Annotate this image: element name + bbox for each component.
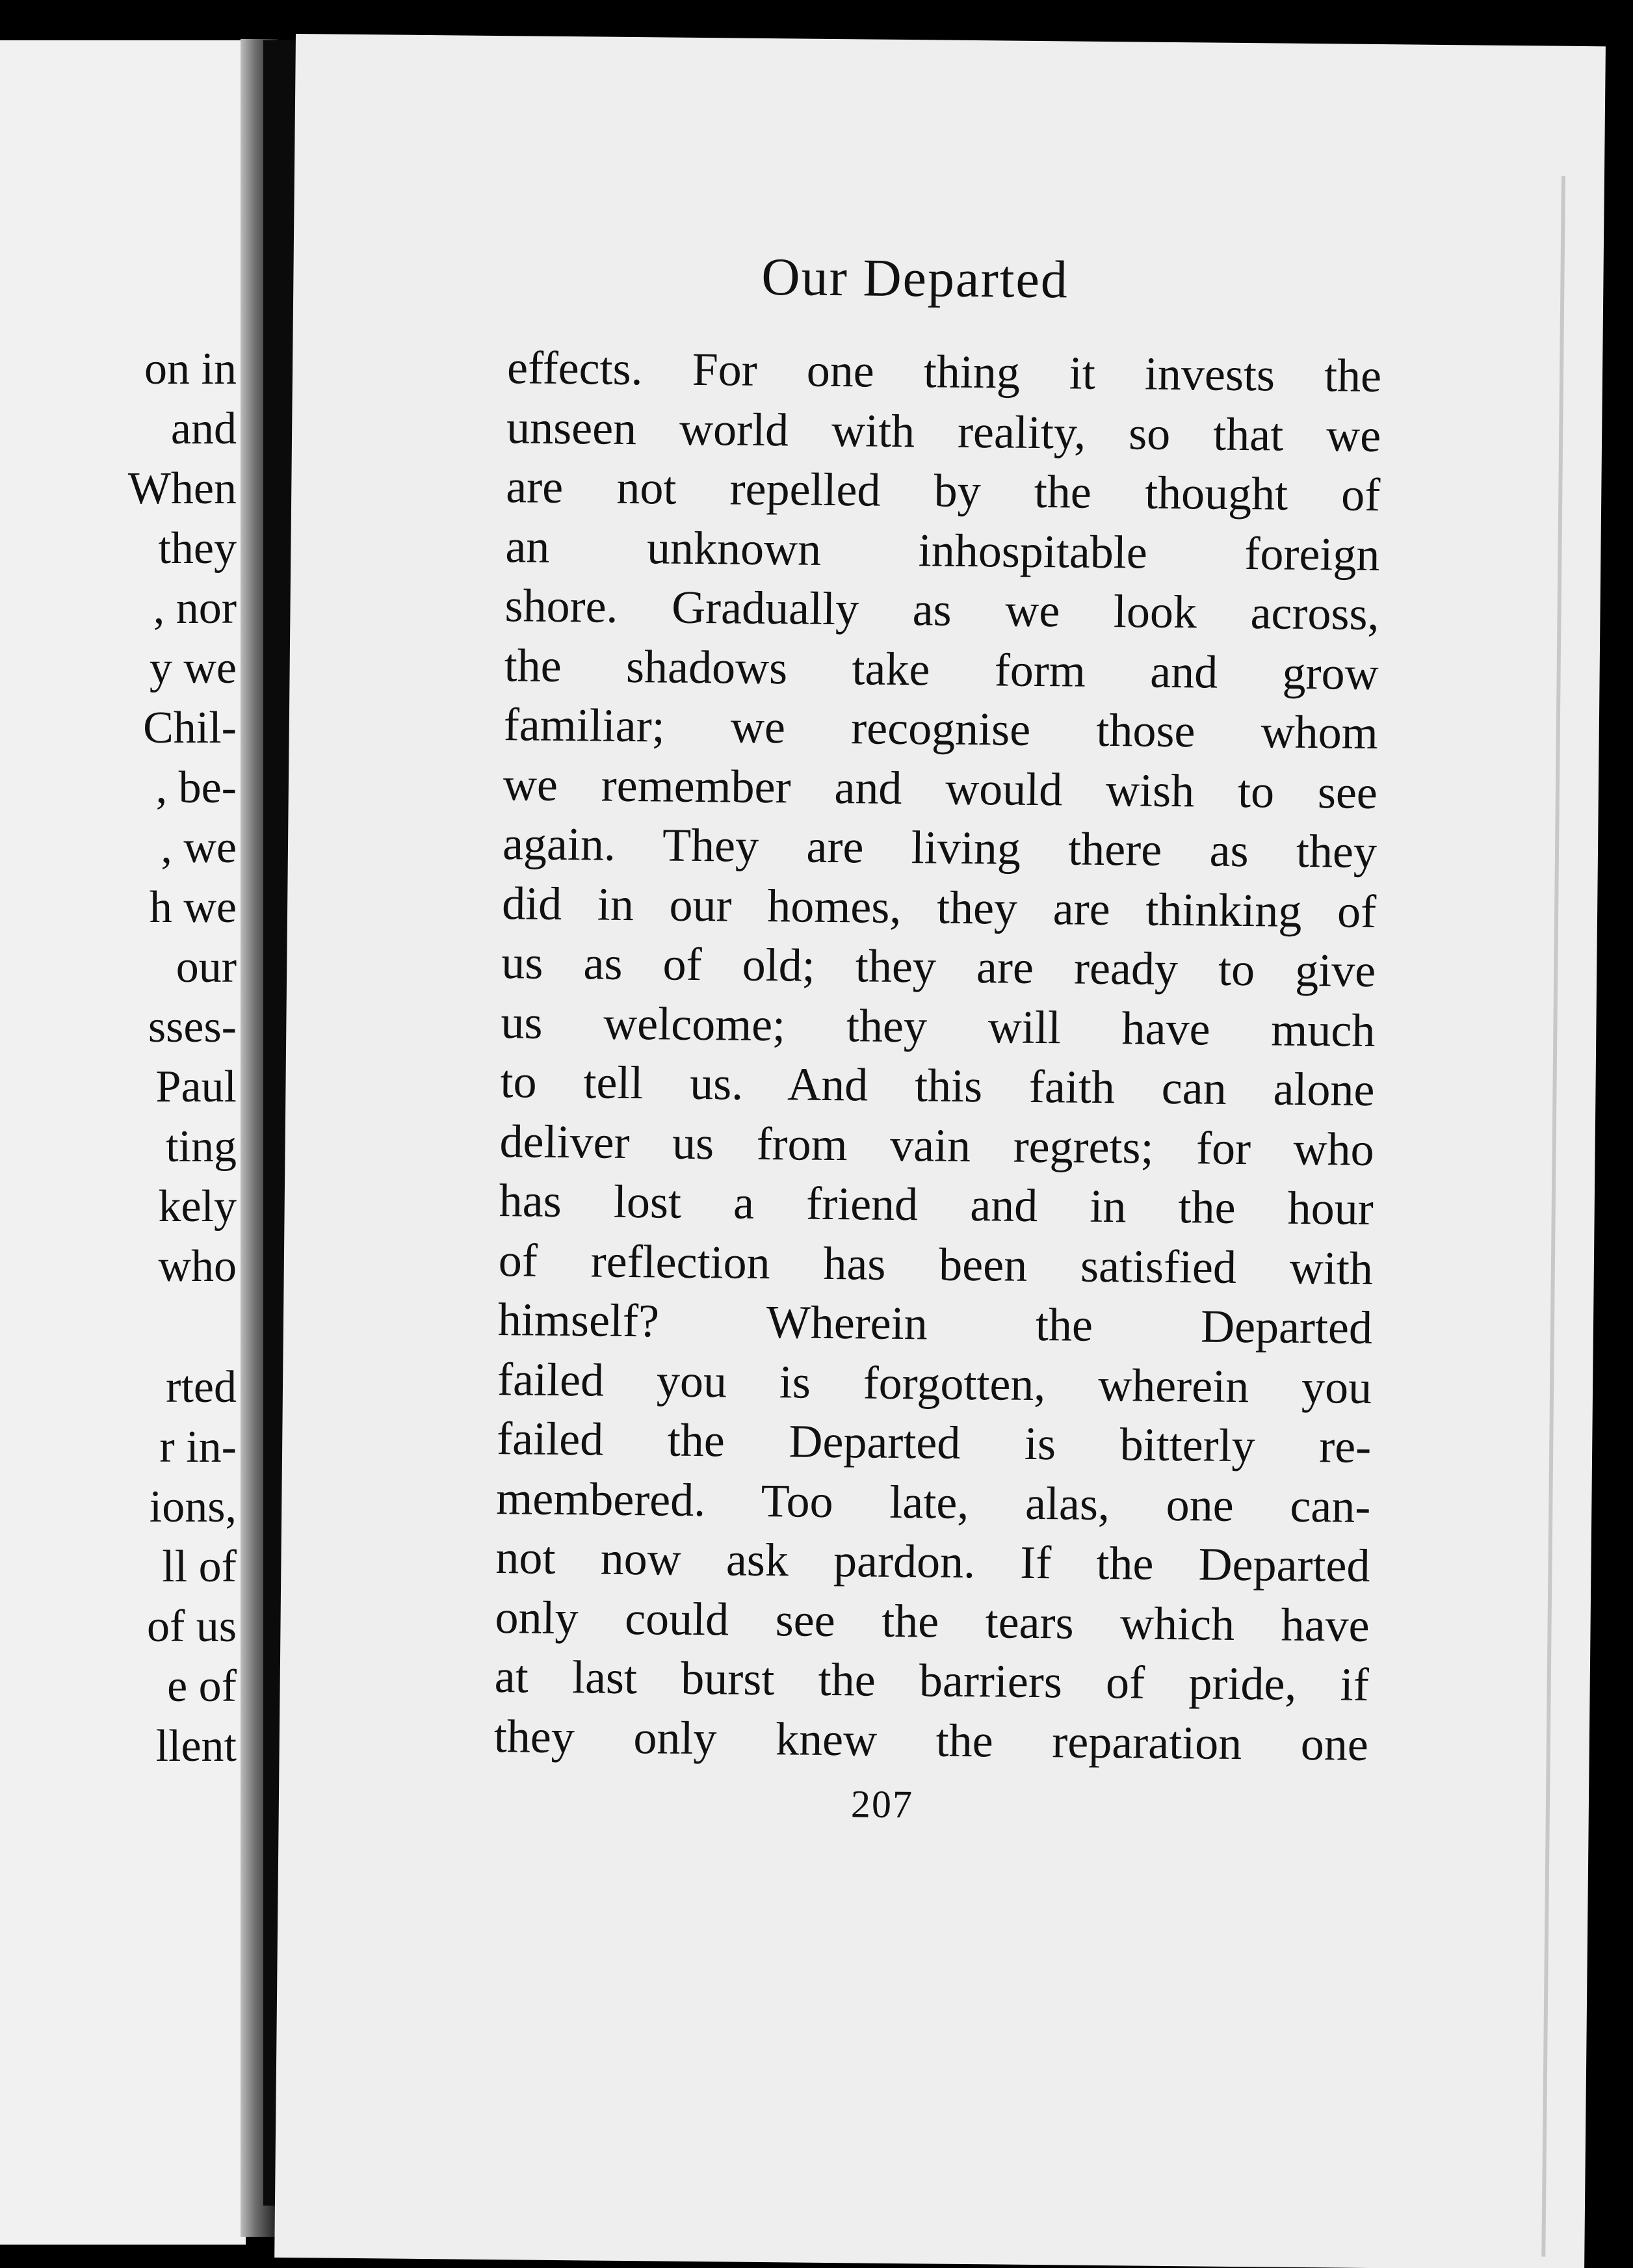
- left-page-line: , we: [161, 823, 237, 873]
- left-page-line: When: [127, 464, 237, 514]
- body-text-line: us as of old; they are ready to give: [501, 936, 1376, 997]
- body-text-line: effects. For one thing it invests the: [506, 341, 1382, 402]
- left-page-line: ll of: [162, 1542, 237, 1592]
- left-page-line: they: [158, 523, 237, 574]
- body-text-line: failed the Departed is bitterly re-: [496, 1412, 1372, 1473]
- page-number: 207: [850, 1782, 914, 1826]
- left-page-line: llent: [155, 1721, 237, 1771]
- right-page: [274, 34, 1606, 2268]
- left-page-line: r in-: [159, 1422, 237, 1472]
- page-edge-line: [1541, 176, 1565, 2257]
- body-text-line: familiar; we recognise those whom: [503, 698, 1379, 759]
- body-text-line: did in our homes, they are thinking of: [501, 877, 1377, 938]
- body-text-line: shore. Gradually as we look across,: [504, 579, 1379, 640]
- left-page-line: of us: [146, 1602, 237, 1652]
- left-page: [0, 40, 246, 2245]
- left-page-line: y we: [149, 643, 237, 693]
- body-text-line: not now ask pardon. If the Departed: [495, 1531, 1370, 1592]
- left-page-line: Paul: [155, 1062, 237, 1112]
- body-text-line: are not repelled by the thought of: [505, 460, 1381, 521]
- left-page-line: on in: [144, 344, 237, 394]
- body-text-line: an unknown inhospitable foreign: [505, 520, 1380, 581]
- running-head: Our Departed: [761, 246, 1069, 310]
- body-text-line: to tell us. And this faith can alone: [500, 1055, 1375, 1116]
- body-text-line: at last burst the barriers of pride, if: [494, 1650, 1370, 1711]
- body-text-line: they only knew the reparation one: [493, 1709, 1369, 1771]
- body-text-line: failed you is forgotten, wherein you: [497, 1352, 1372, 1414]
- body-text-line: deliver us from vain regrets; for who: [499, 1114, 1374, 1176]
- body-text-line: we remember and would wish to see: [503, 758, 1378, 819]
- left-page-line: ions,: [149, 1482, 237, 1532]
- body-text-line: the shadows take form and grow: [504, 639, 1379, 700]
- left-page-line: kely: [158, 1181, 237, 1232]
- left-page-line: e of: [167, 1661, 237, 1711]
- body-text-line: himself? Wherein the Departed: [497, 1293, 1373, 1354]
- body-text-line: of reflection has been satisfied with: [498, 1233, 1374, 1295]
- left-page-line: Chil-: [143, 703, 237, 753]
- left-page-line: our: [176, 942, 237, 992]
- body-text-line: us welcome; they will have much: [501, 996, 1376, 1057]
- body-text-line: again. They are living there as they: [502, 817, 1378, 878]
- left-page-line: ting: [166, 1122, 237, 1172]
- left-page-line: h we: [149, 882, 237, 932]
- left-page-line: and: [170, 404, 237, 454]
- body-text-line: only could see the tears which have: [495, 1590, 1370, 1652]
- body-text-line: unseen world with reality, so that we: [506, 401, 1381, 462]
- body-text-line: has lost a friend and in the hour: [499, 1174, 1374, 1235]
- body-text-line: membered. Too late, alas, one can-: [496, 1471, 1371, 1533]
- left-page-line: , be-: [155, 763, 237, 813]
- page-body-text: [493, 338, 1381, 1774]
- left-page-line: sses-: [148, 1002, 237, 1052]
- left-page-line: who: [158, 1241, 237, 1291]
- left-page-line: , nor: [153, 583, 237, 633]
- left-page-line: rted: [166, 1362, 237, 1412]
